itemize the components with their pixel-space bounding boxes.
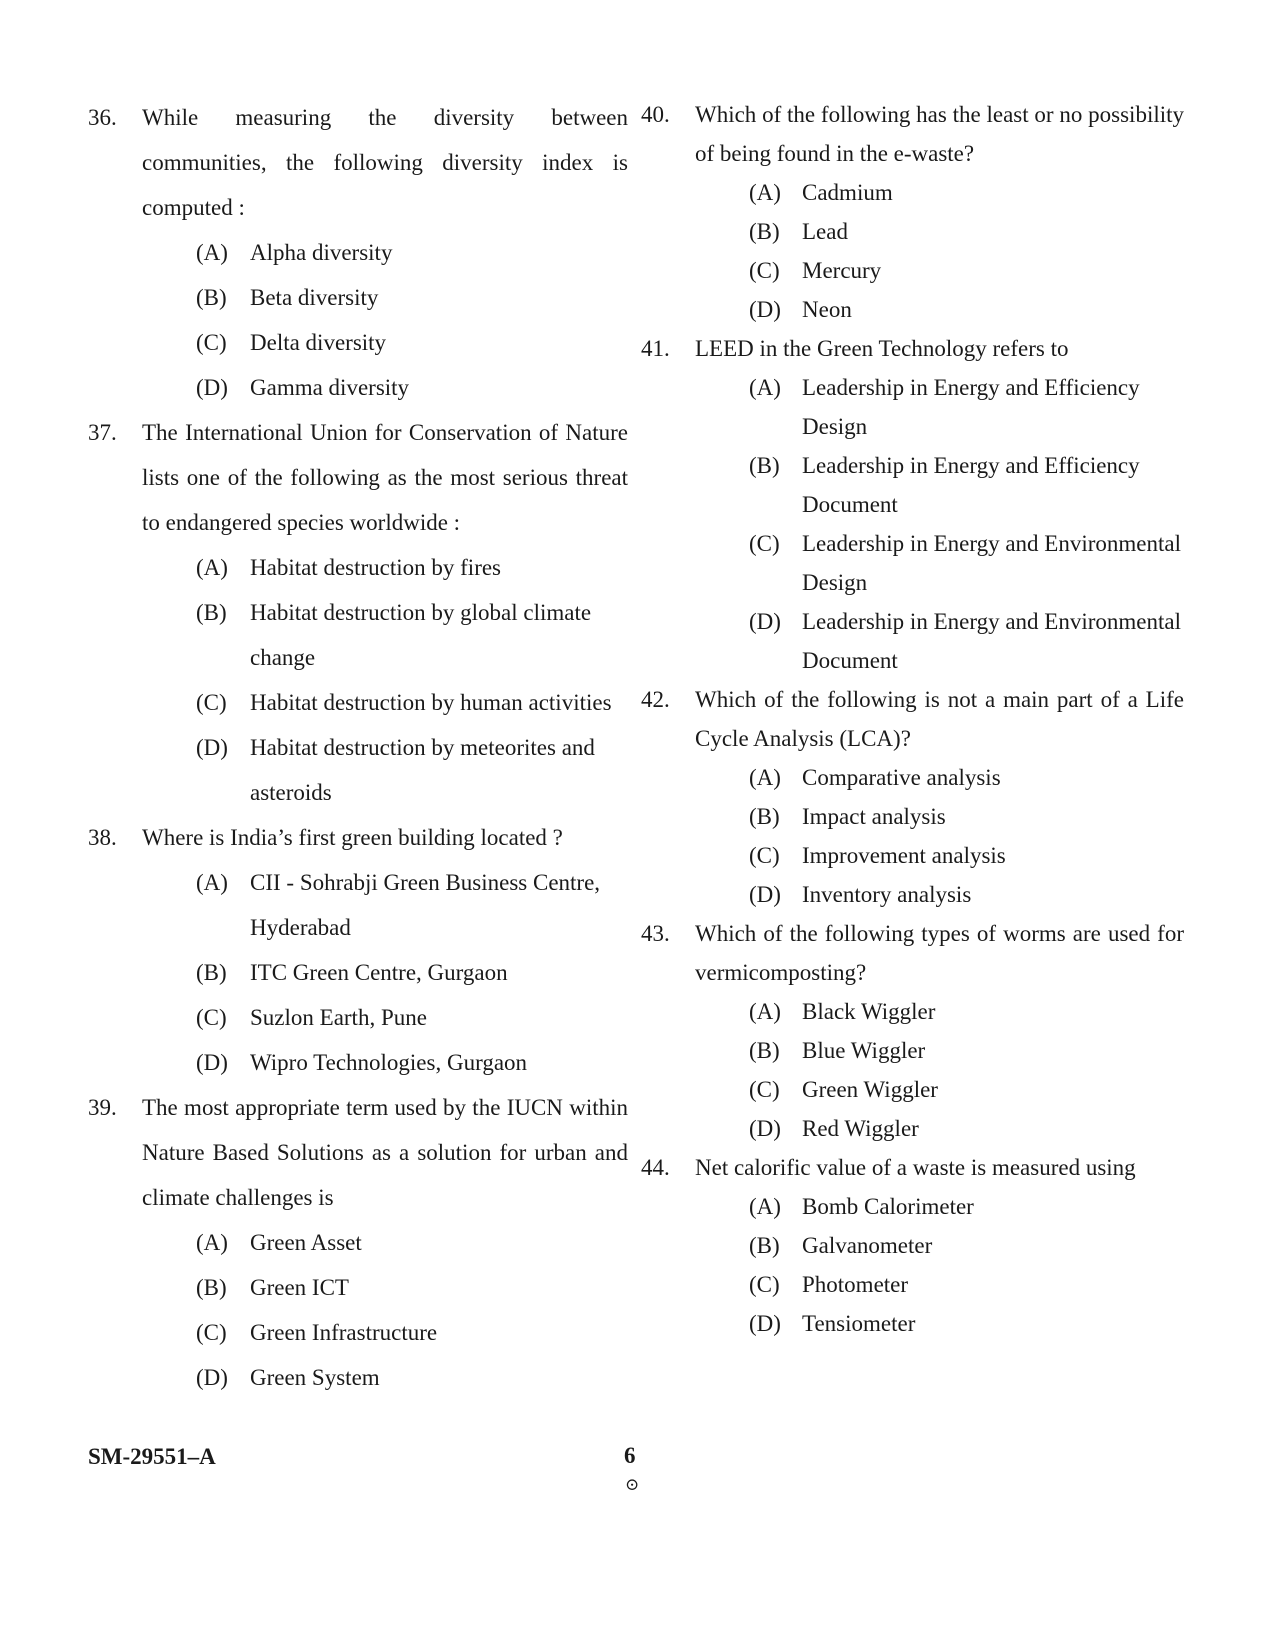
option bbox=[695, 290, 1184, 329]
question-43 bbox=[641, 914, 1184, 1148]
option-text: Gamma diversity bbox=[250, 375, 410, 400]
option-text: Green Infrastructure bbox=[250, 1320, 438, 1345]
option-text: Leadership in Energy and Environmental Document bbox=[802, 609, 1181, 673]
option-label: (D) bbox=[749, 297, 781, 322]
option bbox=[695, 1304, 1184, 1343]
option bbox=[142, 680, 628, 725]
option bbox=[695, 797, 1184, 836]
option bbox=[695, 875, 1184, 914]
option-label: (D) bbox=[196, 1050, 228, 1075]
paper-code: SM-29551–A bbox=[88, 1444, 216, 1469]
option-label: (A) bbox=[196, 555, 228, 580]
option bbox=[142, 725, 628, 815]
question-38 bbox=[88, 815, 628, 1085]
option-label: (D) bbox=[196, 735, 228, 760]
option bbox=[695, 602, 1184, 680]
page-mark: ⊙ bbox=[625, 1475, 640, 1494]
question-number: 36. bbox=[88, 105, 117, 130]
option-label: (A) bbox=[749, 375, 781, 400]
option-label: (C) bbox=[749, 843, 780, 868]
question-39 bbox=[88, 1085, 628, 1400]
option-text: Green System bbox=[250, 1365, 380, 1390]
option bbox=[695, 836, 1184, 875]
option-text: Bomb Calorimeter bbox=[802, 1194, 974, 1219]
left-column bbox=[88, 95, 628, 1400]
question-number: 41. bbox=[641, 336, 670, 361]
question-number: 44. bbox=[641, 1155, 670, 1180]
option bbox=[695, 368, 1184, 446]
question-36 bbox=[88, 95, 628, 410]
option bbox=[695, 1070, 1184, 1109]
question-44 bbox=[641, 1148, 1184, 1343]
option-label: (C) bbox=[196, 330, 227, 355]
option bbox=[142, 320, 628, 365]
option bbox=[695, 1187, 1184, 1226]
question-number: 40. bbox=[641, 102, 670, 127]
question-40 bbox=[641, 95, 1184, 329]
question-41 bbox=[641, 329, 1184, 680]
option-label: (A) bbox=[749, 180, 781, 205]
question-number: 38. bbox=[88, 825, 117, 850]
option-text: Habitat destruction by meteorites and asteroids bbox=[250, 735, 595, 805]
option-label: (D) bbox=[749, 1311, 781, 1336]
option-text: Habitat destruction by fires bbox=[250, 555, 502, 580]
option bbox=[695, 524, 1184, 602]
option-text: Leadership in Energy and Efficiency Document bbox=[802, 453, 1140, 517]
option bbox=[695, 446, 1184, 524]
option bbox=[142, 1355, 628, 1400]
question-number: 37. bbox=[88, 420, 117, 445]
option-label: (B) bbox=[749, 453, 780, 478]
option bbox=[142, 365, 628, 410]
option-label: (B) bbox=[196, 285, 227, 310]
option-label: (B) bbox=[749, 1038, 780, 1063]
option bbox=[695, 1109, 1184, 1148]
option-text: Green Asset bbox=[250, 1230, 362, 1255]
option-label: (D) bbox=[196, 375, 228, 400]
option-text: Inventory analysis bbox=[802, 882, 972, 907]
option bbox=[142, 860, 628, 950]
option bbox=[695, 173, 1184, 212]
option-text: Alpha diversity bbox=[250, 240, 393, 265]
option-label: (B) bbox=[749, 219, 780, 244]
option bbox=[142, 950, 628, 995]
option bbox=[695, 251, 1184, 290]
option-label: (D) bbox=[749, 1116, 781, 1141]
option bbox=[142, 1040, 628, 1085]
option bbox=[695, 992, 1184, 1031]
question-text: Which of the following has the least or no possibility of being found in the e-waste? bbox=[695, 102, 1184, 166]
option-label: (C) bbox=[196, 690, 227, 715]
option bbox=[142, 1265, 628, 1310]
question-text: LEED in the Green Technology refers to bbox=[695, 336, 1069, 361]
option bbox=[695, 1031, 1184, 1070]
option-text: Delta diversity bbox=[250, 330, 387, 355]
option-text: Galvanometer bbox=[802, 1233, 933, 1258]
option-text: Comparative analysis bbox=[802, 765, 1001, 790]
option-label: (A) bbox=[749, 999, 781, 1024]
option bbox=[142, 230, 628, 275]
option-text: Photometer bbox=[802, 1272, 909, 1297]
option-label: (B) bbox=[196, 600, 227, 625]
option-text: Green Wiggler bbox=[802, 1077, 938, 1102]
question-37 bbox=[88, 410, 628, 815]
option-text: Cadmium bbox=[802, 180, 893, 205]
option-label: (C) bbox=[196, 1320, 227, 1345]
option-text: Improvement analysis bbox=[802, 843, 1006, 868]
option-label: (D) bbox=[749, 882, 781, 907]
option bbox=[142, 995, 628, 1040]
option-text: CII - Sohrabji Green Business Centre, Hyderabad bbox=[250, 870, 601, 940]
option-text: Beta diversity bbox=[250, 285, 379, 310]
option bbox=[695, 1265, 1184, 1304]
option-label: (B) bbox=[749, 804, 780, 829]
option-label: (C) bbox=[749, 531, 780, 556]
option-label: (D) bbox=[749, 609, 781, 634]
option bbox=[142, 1220, 628, 1265]
option-text: Leadership in Energy and Environmental Design bbox=[802, 531, 1181, 595]
option bbox=[142, 275, 628, 320]
option-text: Tensiometer bbox=[802, 1311, 916, 1336]
option-text: Lead bbox=[802, 219, 848, 244]
option-label: (C) bbox=[749, 258, 780, 283]
option-label: (C) bbox=[196, 1005, 227, 1030]
question-text: Which of the following is not a main part of a Life Cycle Analysis (LCA)? bbox=[695, 687, 1184, 751]
option-text: Red Wiggler bbox=[802, 1116, 919, 1141]
question-text: The most appropriate term used by the IUCN within Nature Based Solutions as a solution for urban and climate challenges is bbox=[142, 1095, 628, 1210]
option-label: (B) bbox=[196, 1275, 227, 1300]
option-text: Green ICT bbox=[250, 1275, 349, 1300]
question-text: While measuring the diversity between communities, the following diversity index is computed : bbox=[142, 105, 628, 220]
option-text: Neon bbox=[802, 297, 852, 322]
option-label: (C) bbox=[749, 1077, 780, 1102]
question-number: 39. bbox=[88, 1095, 117, 1120]
option-text: Blue Wiggler bbox=[802, 1038, 926, 1063]
option bbox=[142, 545, 628, 590]
option-label: (C) bbox=[749, 1272, 780, 1297]
option bbox=[695, 1226, 1184, 1265]
option-text: Impact analysis bbox=[802, 804, 946, 829]
option-label: (A) bbox=[749, 1194, 781, 1219]
option-label: (B) bbox=[749, 1233, 780, 1258]
option-label: (A) bbox=[749, 765, 781, 790]
option bbox=[142, 1310, 628, 1355]
right-column bbox=[641, 95, 1184, 1343]
option bbox=[142, 590, 628, 680]
option-text: ITC Green Centre, Gurgaon bbox=[250, 960, 508, 985]
question-number: 42. bbox=[641, 687, 670, 712]
option-text: Suzlon Earth, Pune bbox=[250, 1005, 427, 1030]
option-text: Wipro Technologies, Gurgaon bbox=[250, 1050, 528, 1075]
option-text: Leadership in Energy and Efficiency Design bbox=[802, 375, 1140, 439]
question-text: Which of the following types of worms are used for vermicomposting? bbox=[695, 921, 1184, 985]
question-text: Net calorific value of a waste is measured using bbox=[695, 1155, 1136, 1180]
option-text: Habitat destruction by global climate change bbox=[250, 600, 592, 670]
option-label: (D) bbox=[196, 1365, 228, 1390]
question-number: 43. bbox=[641, 921, 670, 946]
option-label: (A) bbox=[196, 1230, 228, 1255]
option-label: (B) bbox=[196, 960, 227, 985]
page-number: 6 bbox=[624, 1443, 636, 1468]
option bbox=[695, 758, 1184, 797]
option bbox=[695, 212, 1184, 251]
question-text: The International Union for Conservation of Nature lists one of the following as the most serious threat to endangered species worldwide : bbox=[142, 420, 628, 535]
option-text: Habitat destruction by human activities bbox=[250, 690, 612, 715]
option-label: (A) bbox=[196, 240, 228, 265]
question-42 bbox=[641, 680, 1184, 914]
option-text: Black Wiggler bbox=[802, 999, 936, 1024]
option-label: (A) bbox=[196, 870, 228, 895]
question-text: Where is India’s first green building located ? bbox=[142, 825, 563, 850]
option-text: Mercury bbox=[802, 258, 882, 283]
